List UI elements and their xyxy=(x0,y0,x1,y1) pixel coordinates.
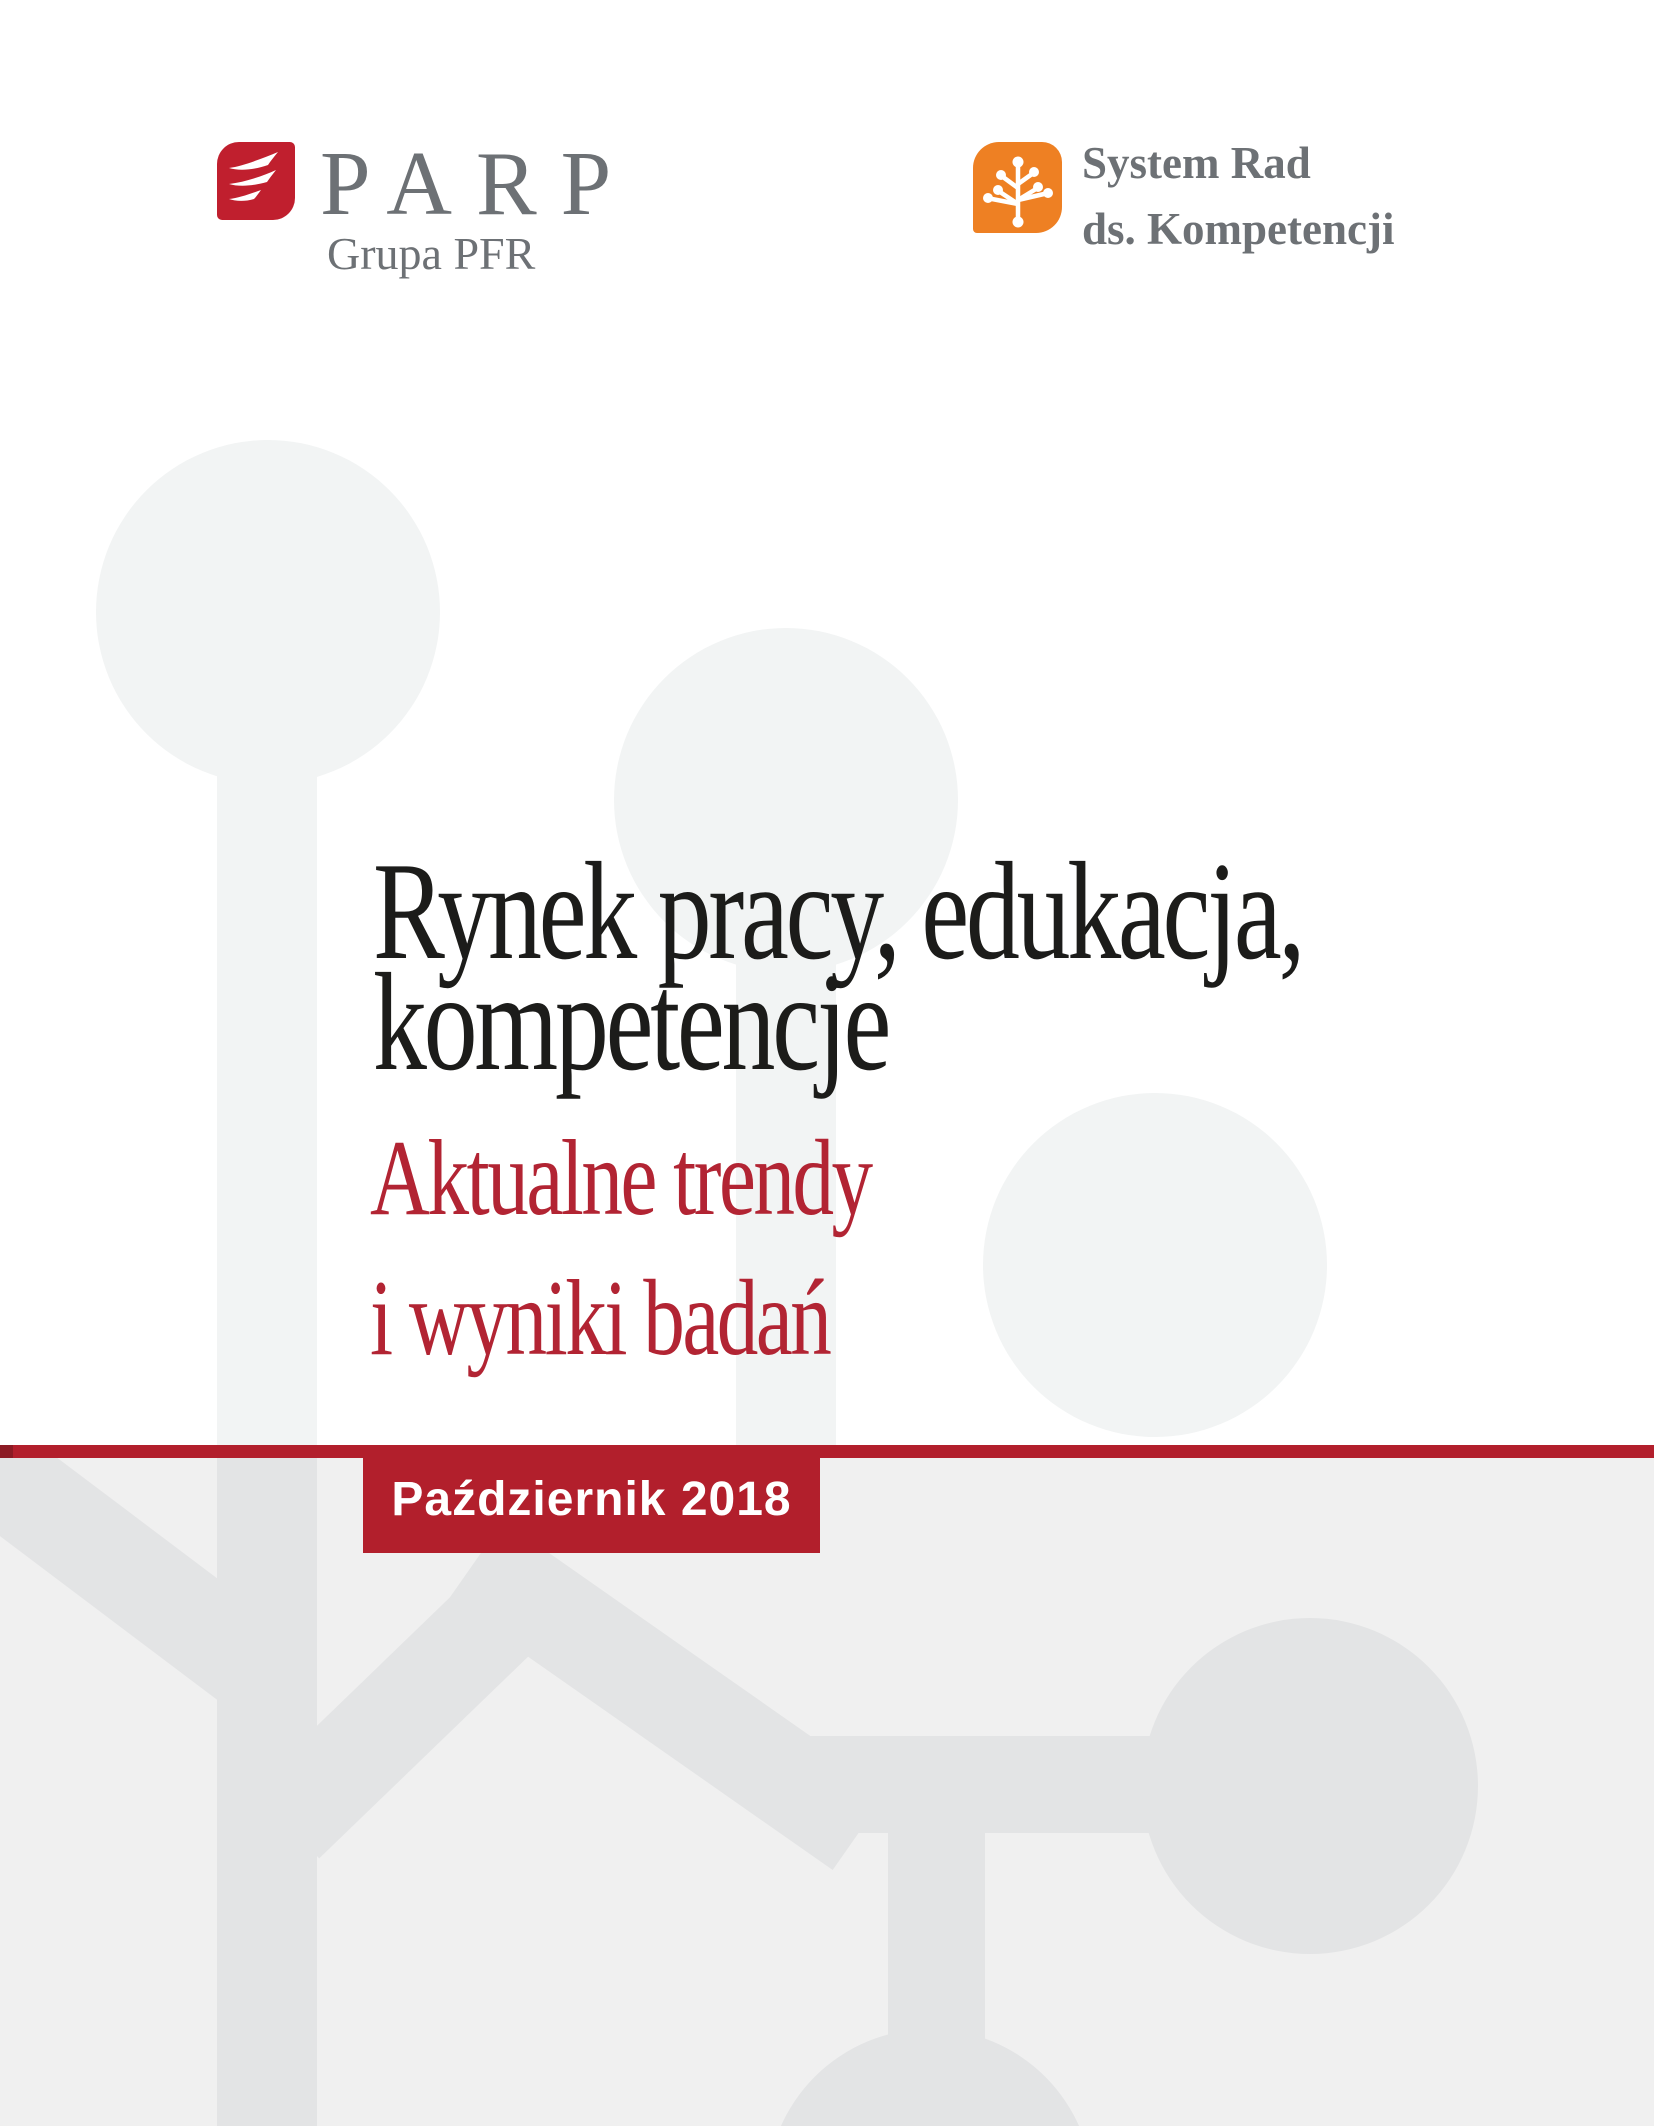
date-badge xyxy=(363,1445,820,1553)
parp-logo xyxy=(217,142,295,220)
watermark-lower xyxy=(0,1458,1654,2126)
system-rad-logo xyxy=(973,142,1062,233)
network-node-circle xyxy=(767,2029,1093,2126)
cover-title xyxy=(373,834,1303,1100)
system-rad-line1: System Rad xyxy=(1082,138,1311,188)
red-divider-band-end xyxy=(0,1445,13,1458)
date-label: Październik 2018 xyxy=(391,1472,792,1526)
network-node-circle xyxy=(1142,1618,1478,1954)
cover-subtitle xyxy=(370,1109,871,1389)
network-link-bar xyxy=(217,700,317,1445)
cover-title-line1: Rynek pracy, edukacja, xyxy=(373,834,1303,989)
competency-tree-icon xyxy=(973,142,1062,233)
parp-flag-icon xyxy=(217,142,295,220)
system-rad-label xyxy=(1082,130,1394,262)
network-node-circle xyxy=(983,1093,1327,1437)
cover-subtitle-line1: Aktualne trendy xyxy=(370,1119,871,1238)
red-divider-band xyxy=(0,1445,1654,1458)
parp-wordmark: PARP xyxy=(320,133,636,234)
cover-subtitle-line2: i wyniki badań xyxy=(370,1259,830,1378)
system-rad-line2: ds. Kompetencji xyxy=(1082,204,1395,254)
network-link-bar xyxy=(888,1790,985,2040)
parp-group-label: Grupa PFR xyxy=(327,228,536,279)
cover-title-line2: kompetencje xyxy=(373,945,889,1100)
